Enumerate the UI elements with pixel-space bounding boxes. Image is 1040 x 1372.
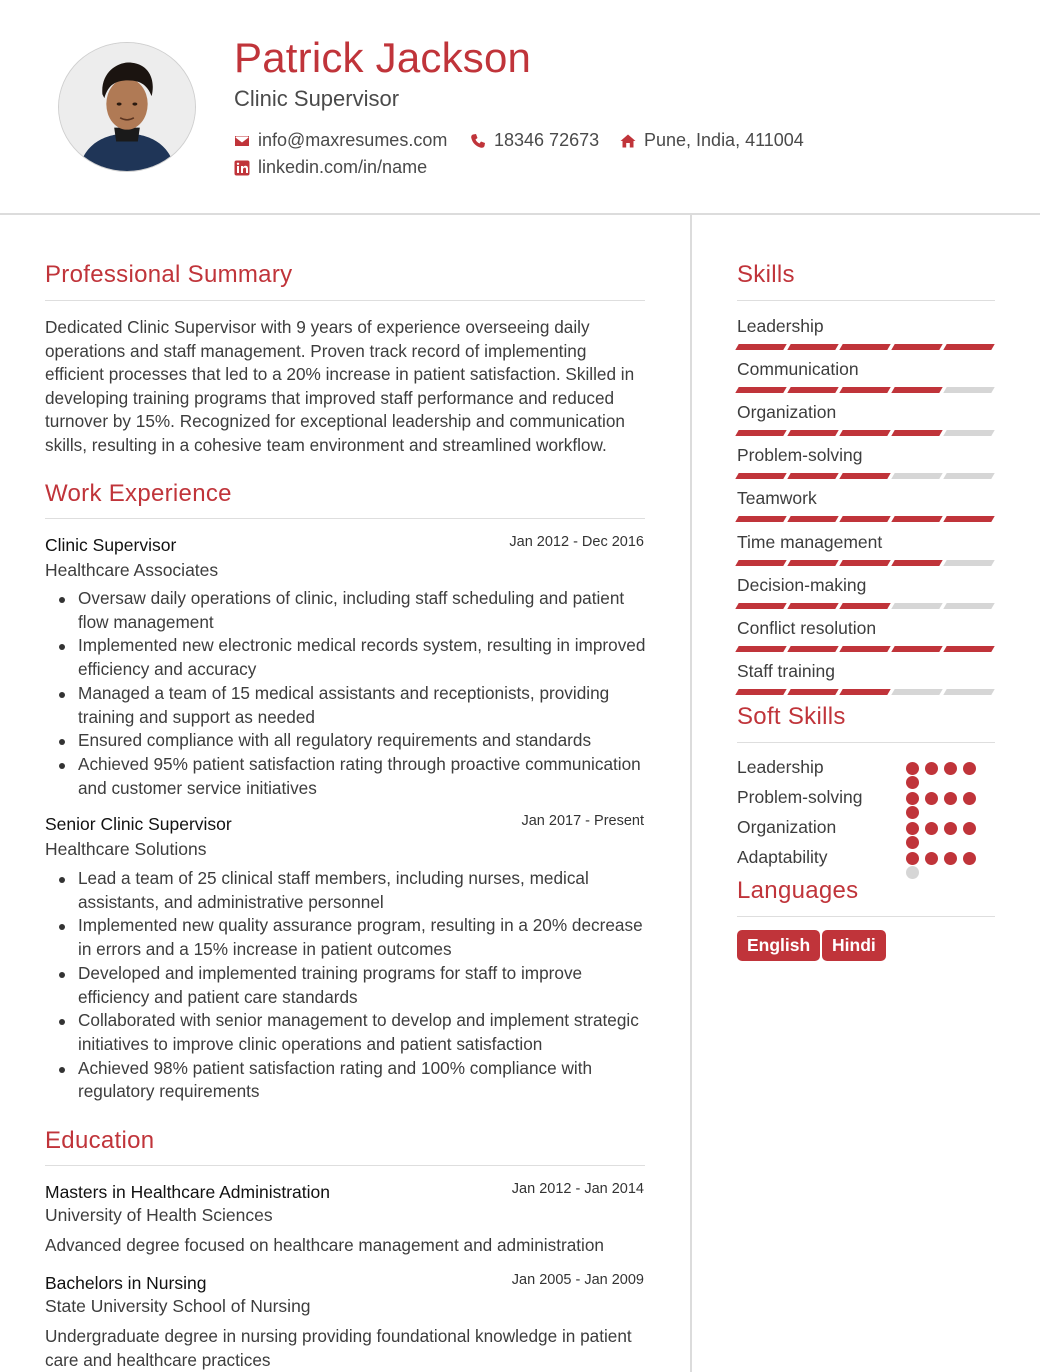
skill-level-segment [943, 473, 994, 479]
skill-level-segment [787, 603, 838, 609]
skill-level-segment [735, 646, 786, 652]
experience-rule [45, 518, 645, 519]
degree-description: Advanced degree focused on healthcare management and administration [45, 1235, 604, 1255]
skill-level-segment [891, 560, 942, 566]
soft-skill-label: Problem-solving [737, 787, 863, 807]
education-heading: Education [45, 1127, 155, 1154]
skill-level-bar [737, 689, 993, 696]
skill-level-segment [943, 387, 994, 393]
skill-level-segment [839, 473, 890, 479]
home-icon [620, 133, 636, 149]
skill-level-segment [943, 689, 994, 695]
column-divider [690, 215, 692, 1372]
list-item: Oversaw daily operations of clinic, including staff scheduling and patient flow management [78, 587, 658, 634]
skill-level-segment [787, 560, 838, 566]
skills-rule [737, 300, 995, 301]
skill-level-segment [943, 646, 994, 652]
soft-skill-dot [906, 792, 919, 805]
skill-label: Leadership [737, 316, 824, 336]
skill-level-bar [737, 430, 993, 437]
contact-linkedin[interactable] [234, 157, 427, 178]
soft-skill-label: Organization [737, 817, 837, 837]
contact-email[interactable] [234, 130, 447, 151]
skill-level-segment [787, 387, 838, 393]
skill-level-bar [737, 603, 993, 610]
skill-level-bar [737, 344, 993, 351]
skill-level-segment [943, 344, 994, 350]
skill-level-segment [735, 689, 786, 695]
phone-icon [470, 133, 486, 149]
summary-rule [45, 300, 645, 301]
skill-level-segment [787, 646, 838, 652]
skill-level-segment [787, 516, 838, 522]
email-text: info@maxresumes.com [258, 130, 448, 150]
candidate-title: Clinic Supervisor [234, 86, 400, 111]
skill-level-segment [891, 646, 942, 652]
job-title: Senior Clinic Supervisor [45, 814, 232, 834]
soft-skill-dot [925, 852, 938, 865]
languages-heading: Languages [737, 877, 859, 904]
skill-level-bar [737, 473, 993, 480]
skill-label: Decision-making [737, 574, 867, 595]
linkedin-text: linkedin.com/in/name [258, 157, 428, 177]
contact-location [620, 130, 804, 151]
skill-level-segment [839, 689, 890, 695]
skill-level-segment [891, 603, 942, 609]
envelope-icon [234, 133, 250, 149]
skill-label: Problem-solving [737, 445, 863, 466]
skill-level-bar [737, 646, 993, 653]
soft-skill-label: Adaptability [737, 847, 828, 867]
skill-level-segment [891, 430, 942, 436]
skill-level-segment [735, 560, 786, 566]
soft-skill-dot [906, 852, 919, 865]
contact-phone[interactable] [470, 130, 599, 151]
job-company: Healthcare Associates [45, 560, 219, 580]
skill-level-segment [787, 344, 838, 350]
soft-skills-heading: Soft Skills [737, 703, 846, 730]
skill-level-segment [839, 603, 890, 609]
degree-title: Masters in Healthcare Administration [45, 1182, 330, 1202]
skill-label: Communication [737, 359, 859, 380]
soft-skill-dot [906, 806, 919, 819]
skill-level-segment [735, 344, 786, 350]
skill-level-segment [943, 430, 994, 436]
skill-label: Time management [737, 531, 883, 552]
skill-level-segment [839, 430, 890, 436]
soft-skill-dot [906, 866, 919, 879]
skill-level-bar [737, 387, 993, 394]
soft-skill-dot [963, 792, 976, 805]
soft-skill-dot [944, 792, 957, 805]
soft-skill-dot [925, 762, 938, 775]
list-item: Implemented new electronic medical records system, resulting in improved efficiency and accuracy [78, 634, 658, 681]
soft-skill-dot [944, 762, 957, 775]
skill-level-segment [787, 689, 838, 695]
soft-skill-dot [944, 852, 957, 865]
soft-skill-dot [963, 762, 976, 775]
skill-level-segment [891, 344, 942, 350]
soft-skills-rule [737, 742, 995, 743]
list-item: Developed and implemented training programs for staff to improve efficiency and patient care standards [78, 962, 658, 1009]
soft-skill-dot [925, 822, 938, 835]
skill-level-segment [891, 516, 942, 522]
list-item: Achieved 98% patient satisfaction rating and 100% compliance with regulatory requirements [78, 1057, 658, 1104]
degree-title: Bachelors in Nursing [45, 1273, 207, 1293]
job-bullets [78, 867, 658, 1104]
degree-dates: Jan 2012 - Jan 2014 [511, 1181, 644, 1197]
summary-text: Dedicated Clinic Supervisor with 9 years of experience overseeing daily operations and staff management. Proven track record of implementing efficient processes that led to a 20% increase in patient satisfaction. Skilled in developing training programs that improved staff performance and reduced turnover by 15%. Recognized for exceptional leadership and communication skills, resulting in a cohesive team environment and streamlined workflow. [45, 317, 635, 455]
skill-label: Staff training [737, 660, 835, 681]
soft-skill-dot [906, 836, 919, 849]
skill-label: Teamwork [737, 488, 817, 509]
soft-skill-dot [963, 852, 976, 865]
skill-level-segment [787, 430, 838, 436]
job-dates: Jan 2017 - Present [521, 813, 644, 829]
list-item: Achieved 95% patient satisfaction rating through proactive communication and customer service initiatives [78, 753, 658, 800]
avatar [58, 42, 196, 172]
list-item: Implemented new quality assurance program, resulting in a 20% decrease in errors and a 15% increase in patient outcomes [78, 914, 658, 961]
profile-photo [59, 43, 195, 171]
job-company: Healthcare Solutions [45, 839, 207, 859]
skill-label: Organization [737, 402, 837, 423]
list-item: Lead a team of 25 clinical staff members, including nurses, medical assistants, and administrative personnel [78, 867, 658, 914]
skill-level-segment [787, 473, 838, 479]
job-title: Clinic Supervisor [45, 535, 177, 555]
linkedin-icon [234, 160, 250, 176]
skill-level-segment [735, 516, 786, 522]
skill-level-segment [735, 473, 786, 479]
candidate-name: Patrick Jackson [234, 34, 532, 81]
skill-level-bar [737, 560, 993, 567]
soft-skill-label: Leadership [737, 757, 824, 777]
list-item: Managed a team of 15 medical assistants and receptionists, providing training and support as needed [78, 682, 658, 729]
skill-level-segment [943, 603, 994, 609]
skill-level-segment [891, 473, 942, 479]
experience-heading: Work Experience [45, 480, 232, 507]
degree-dates: Jan 2005 - Jan 2009 [511, 1272, 644, 1288]
location-text: Pune, India, 411004 [644, 130, 804, 150]
languages-rule [737, 916, 995, 917]
skill-level-segment [943, 516, 994, 522]
skill-level-segment [839, 646, 890, 652]
soft-skill-dot [944, 822, 957, 835]
soft-skill-dot [906, 822, 919, 835]
header-divider [0, 213, 1040, 215]
resume-header [0, 0, 1040, 214]
list-item: Collaborated with senior management to develop and implement strategic initiatives to improve clinic operations and patient satisfaction [78, 1009, 658, 1056]
skill-level-segment [735, 603, 786, 609]
job-dates: Jan 2012 - Dec 2016 [509, 534, 644, 550]
school-name: State University School of Nursing [45, 1296, 311, 1316]
summary-heading: Professional Summary [45, 261, 293, 288]
skill-level-segment [839, 516, 890, 522]
soft-skill-dot [963, 822, 976, 835]
skill-label: Conflict resolution [737, 617, 877, 638]
skill-level-segment [839, 387, 890, 393]
skill-level-segment [891, 387, 942, 393]
school-name: University of Health Sciences [45, 1205, 273, 1225]
language-badge: English [737, 930, 820, 961]
education-rule [45, 1165, 645, 1166]
phone-text: 18346 72673 [494, 130, 600, 150]
soft-skill-dot [906, 776, 919, 789]
skill-level-segment [735, 387, 786, 393]
skill-level-segment [891, 689, 942, 695]
skill-level-segment [735, 430, 786, 436]
skill-level-segment [943, 560, 994, 566]
soft-skill-dot [925, 792, 938, 805]
degree-description: Undergraduate degree in nursing providing foundational knowledge in patient care and healthcare practices [45, 1326, 632, 1370]
skills-heading: Skills [737, 261, 795, 288]
skill-level-segment [839, 560, 890, 566]
language-badge: Hindi [822, 930, 886, 961]
list-item: Ensured compliance with all regulatory requirements and standards [78, 729, 658, 753]
soft-skill-dot [906, 762, 919, 775]
job-bullets [78, 587, 658, 800]
skill-level-bar [737, 516, 993, 523]
skill-level-segment [839, 344, 890, 350]
